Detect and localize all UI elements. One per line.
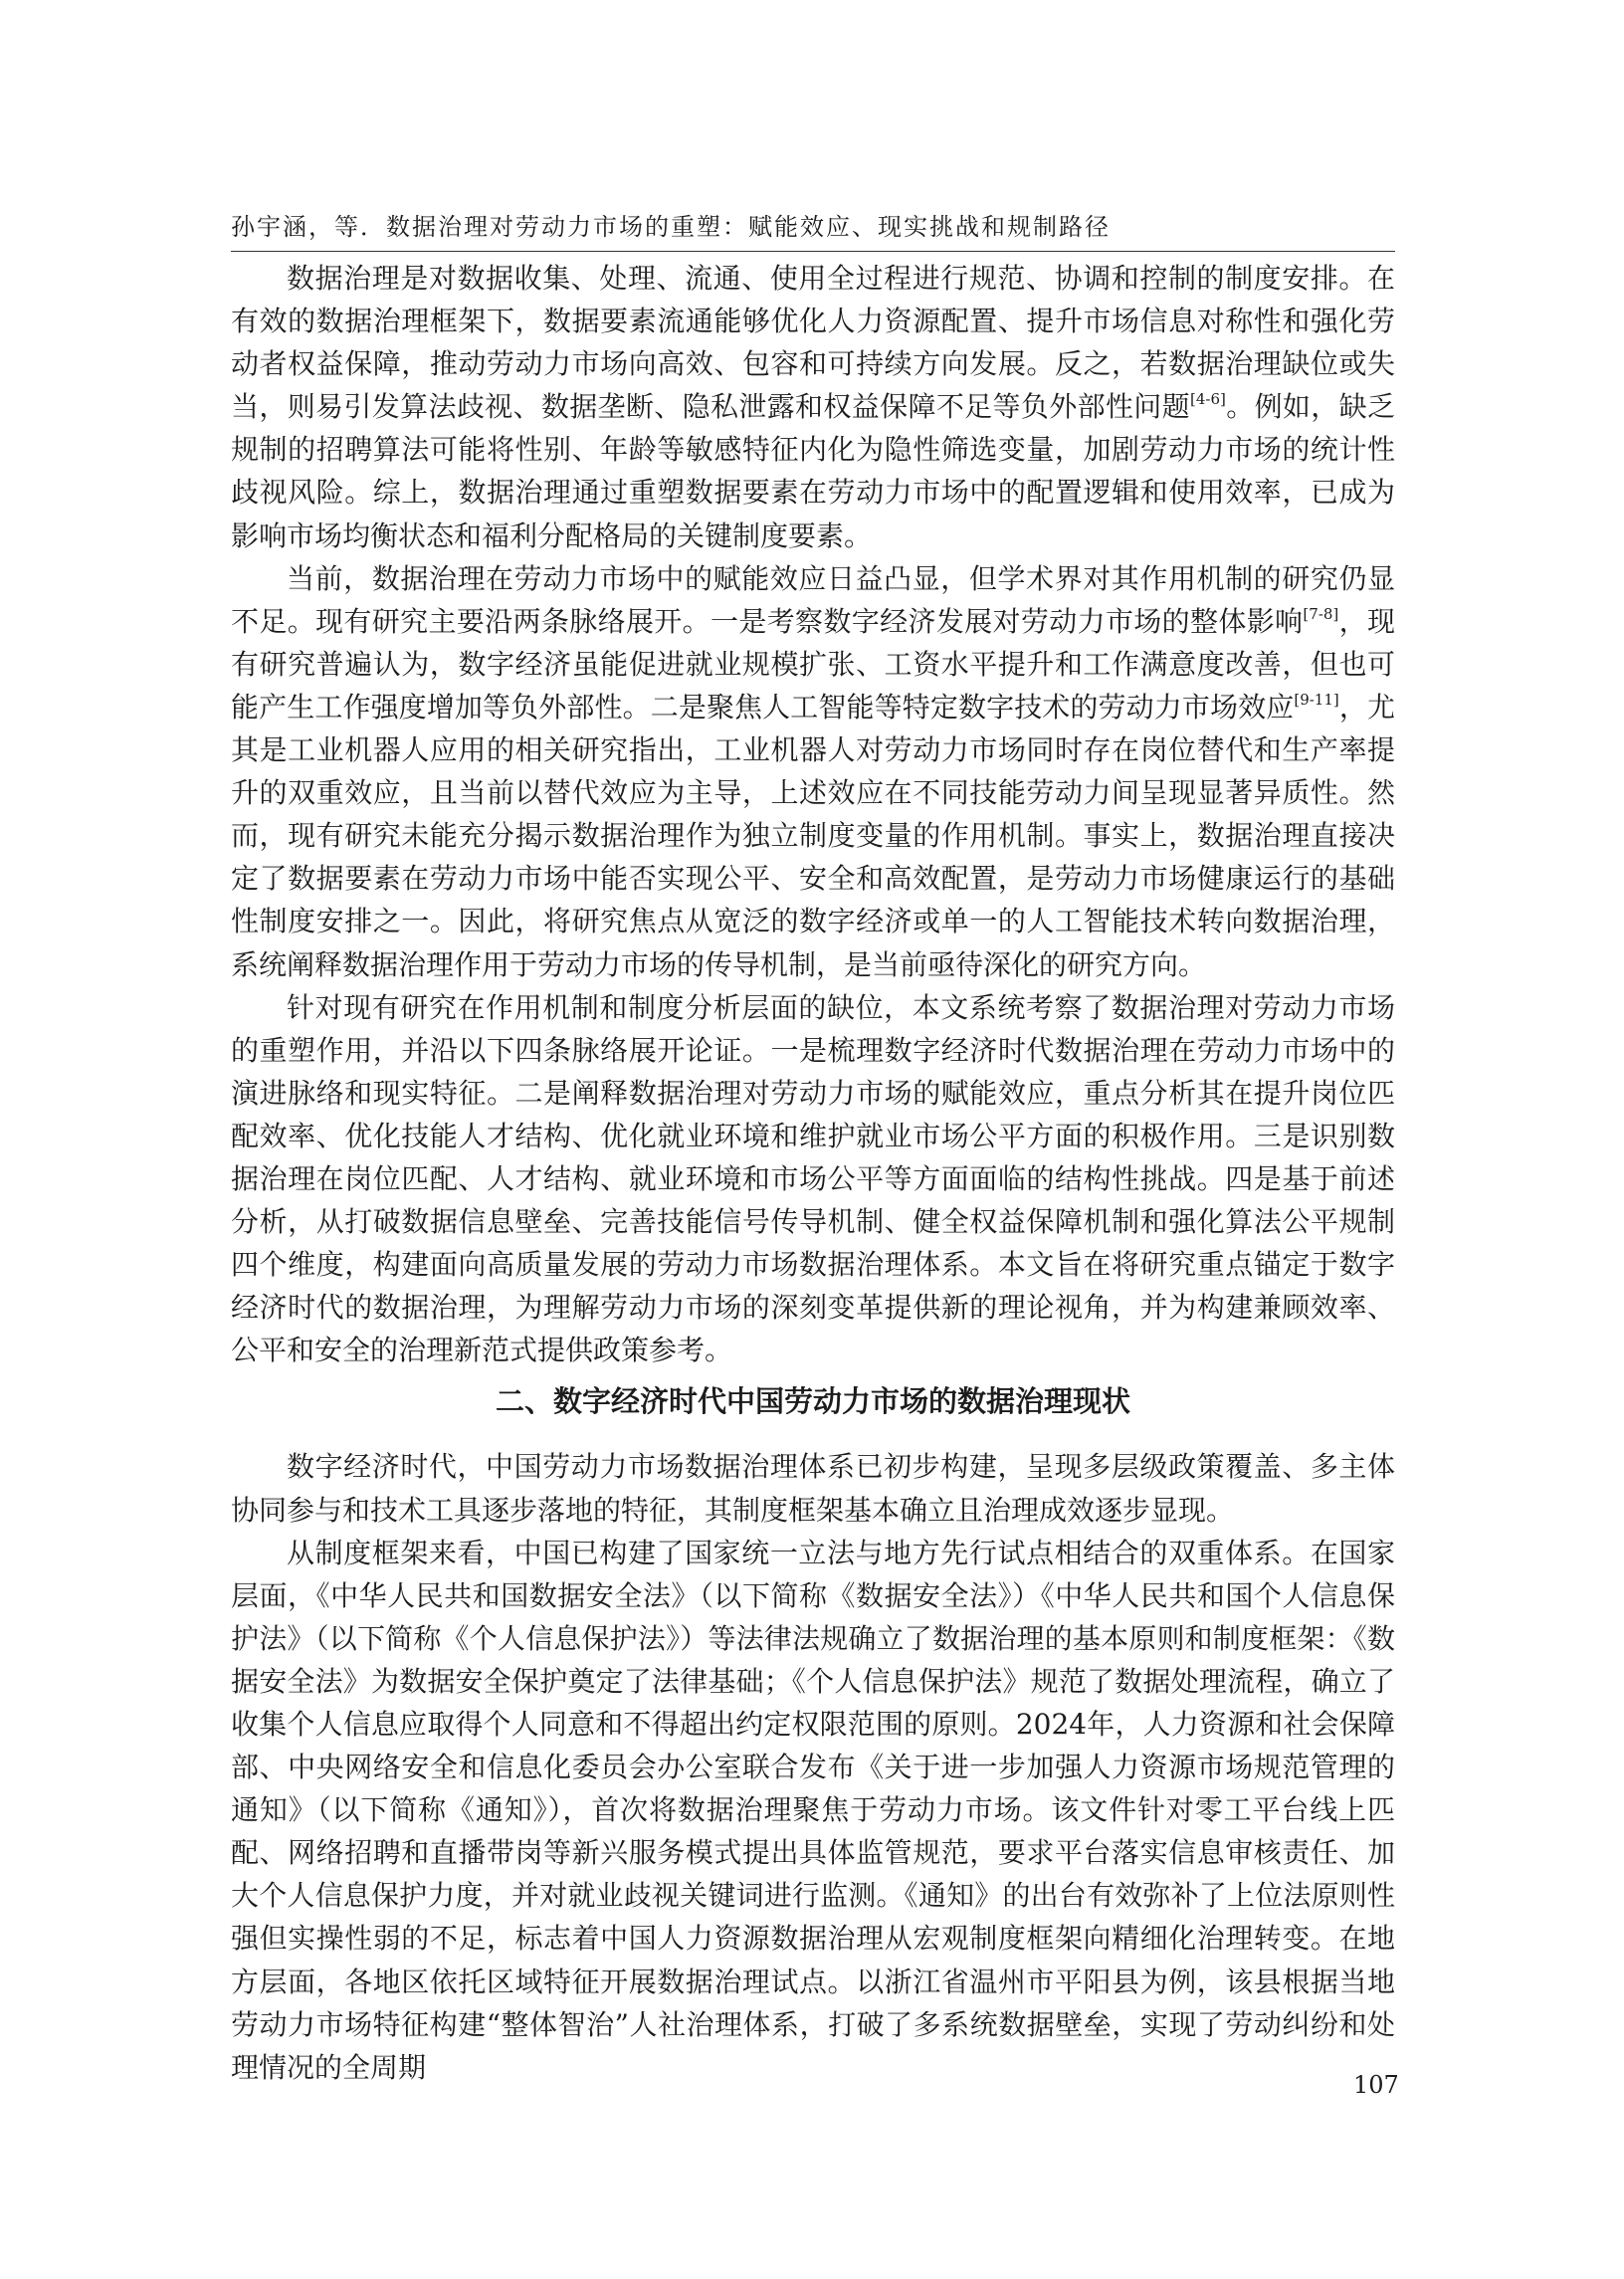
paragraph-text: ，现有研究普遍认为，数字经济虽能促进就业规模扩张、工资水平提升和工作满意度改善，但也可能产生工作强度增加等负外部性。二是聚焦人工智能等特定数字技术的劳动力市场效应 [231, 604, 1395, 724]
paragraph-2 [231, 557, 1395, 986]
citation-ref: [7-8] [1303, 604, 1339, 623]
section-paragraph-2: 从制度框架来看，中国已构建了国家统一立法与地方先行试点相结合的双重体系。在国家层面，《中华人民共和国数据安全法》（以下简称《数据安全法》）《中华人民共和国个人信息保护法》（以下简称《个人信息保护法》）等法律法规确立了数据治理的基本原则和制度框架：《数据安全法》为数据安全保护奠定了法律基础；《个人信息保护法》规范了数据处理流程，确立了收集个人信息应取得个人同意和不得超出约定权限范围的原则。2024年，人力资源和社会保障部、中央网络安全和信息化委员会办公室联合发布《关于进一步加强人力资源市场规范管理的通知》（以下简称《通知》），首次将数据治理聚焦于劳动力市场。该文件针对零工平台线上匹配、网络招聘和直播带岗等新兴服务模式提出具体监管规范，要求平台落实信息审核责任、加大个人信息保护力度，并对就业歧视关键词进行监测。《通知》的出台有效弥补了上位法原则性强但实操性弱的不足，标志着中国人力资源数据治理从宏观制度框架向精细化治理转变。在地方层面，各地区依托区域特征开展数据治理试点。以浙江省温州市平阳县为例，该县根据当地劳动力市场特征构建“整体智治”人社治理体系，打破了多系统数据壁垒，实现了劳动纠纷和处理情况的全周期 [231, 1536, 1395, 2084]
paragraph-text: 数据治理是对数据收集、处理、流通、使用全过程进行规范、协调和控制的制度安排。在有效的数据治理框架下，数据要素流通能够优化人力资源配置、提升市场信息对称性和强化劳动者权益保障，推动劳动力市场向高效、包容和可持续方向发展。反之，若数据治理缺位或失当，则易引发算法歧视、数据垄断、隐私泄露和权益保障不足等负外部性问题 [231, 262, 1395, 424]
paragraph-text: 针对现有研究在作用机制和制度分析层面的缺位，本文系统考察了数据治理对劳动力市场的重塑作用，并沿以下四条脉络展开论证。一是梳理数字经济时代数据治理在劳动力市场中的演进脉络和现实特征。二是阐释数据治理对劳动力市场的赋能效应，重点分析其在提升岗位匹配效率、优化技能人才结构、优化就业环境和维护就业市场公平方面的积极作用。三是识别数据治理在岗位匹配、人才结构、就业环境和市场公平等方面面临的结构性挑战。四是基于前述分析，从打破数据信息壁垒、完善技能信号传导机制、健全权益保障机制和强化算法公平规制四个维度，构建面向高质量发展的劳动力市场数据治理体系。本文旨在将研究重点锚定于数字经济时代的数据治理，为理解劳动力市场的深刻变革提供新的理论视角，并为构建兼顾效率、公平和安全的治理新范式提供政策参考。 [231, 990, 1395, 1367]
paragraph-text: 。例如，缺乏规制的招聘算法可能将性别、年龄等敏感特征内化为隐性筛选变量，加剧劳动力市场的统计性歧视风险。综上，数据治理通过重塑数据要素在劳动力市场中的配置逻辑和使用效率，已成为影响市场均衡状态和福利分配格局的关键制度要素。 [231, 390, 1395, 552]
section-heading: 二、数字经济时代中国劳动力市场的数据治理现状 [495, 1384, 1130, 1419]
paragraph-text: ，尤其是工业机器人应用的相关研究指出，工业机器人对劳动力市场同时存在岗位替代和生产率提升的双重效应，且当前以替代效应为主导，上述效应在不同技能劳动力间呈现显著异质性。然而，现有研究未能充分揭示数据治理作为独立制度变量的作用机制。事实上，数据治理直接决定了数据要素在劳动力市场中能否实现公平、安全和高效配置，是劳动力市场健康运行的基础性制度安排之一。因此，将研究焦点从宽泛的数字经济或单一的人工智能技术转向数据治理，系统阐释数据治理作用于劳动力市场的传导机制，是当前亟待深化的研究方向。 [231, 690, 1395, 981]
section-paragraph-1: 数字经济时代，中国劳动力市场数据治理体系已初步构建，呈现多层级政策覆盖、多主体协同参与和技术工具逐步落地的特征，其制度框架基本确立且治理成效逐步显现。 [231, 1450, 1395, 1527]
citation-ref: [4-6] [1190, 390, 1226, 409]
paragraph-1 [231, 257, 1395, 557]
paragraph-3 [231, 986, 1395, 1372]
page-number: 107 [1353, 2071, 1399, 2099]
article-body [231, 257, 1395, 2089]
header-rule [231, 251, 1395, 252]
citation-ref: [9-11] [1294, 690, 1339, 709]
running-header: 孙宇涵，等．数据治理对劳动力市场的重塑：赋能效应、现实挑战和规制路径 [231, 213, 1111, 241]
paragraph-text: 当前，数据治理在劳动力市场中的赋能效应日益凸显，但学术界对其作用机制的研究仍显不足。现有研究主要沿两条脉络展开。一是考察数字经济发展对劳动力市场的整体影响 [231, 561, 1395, 638]
